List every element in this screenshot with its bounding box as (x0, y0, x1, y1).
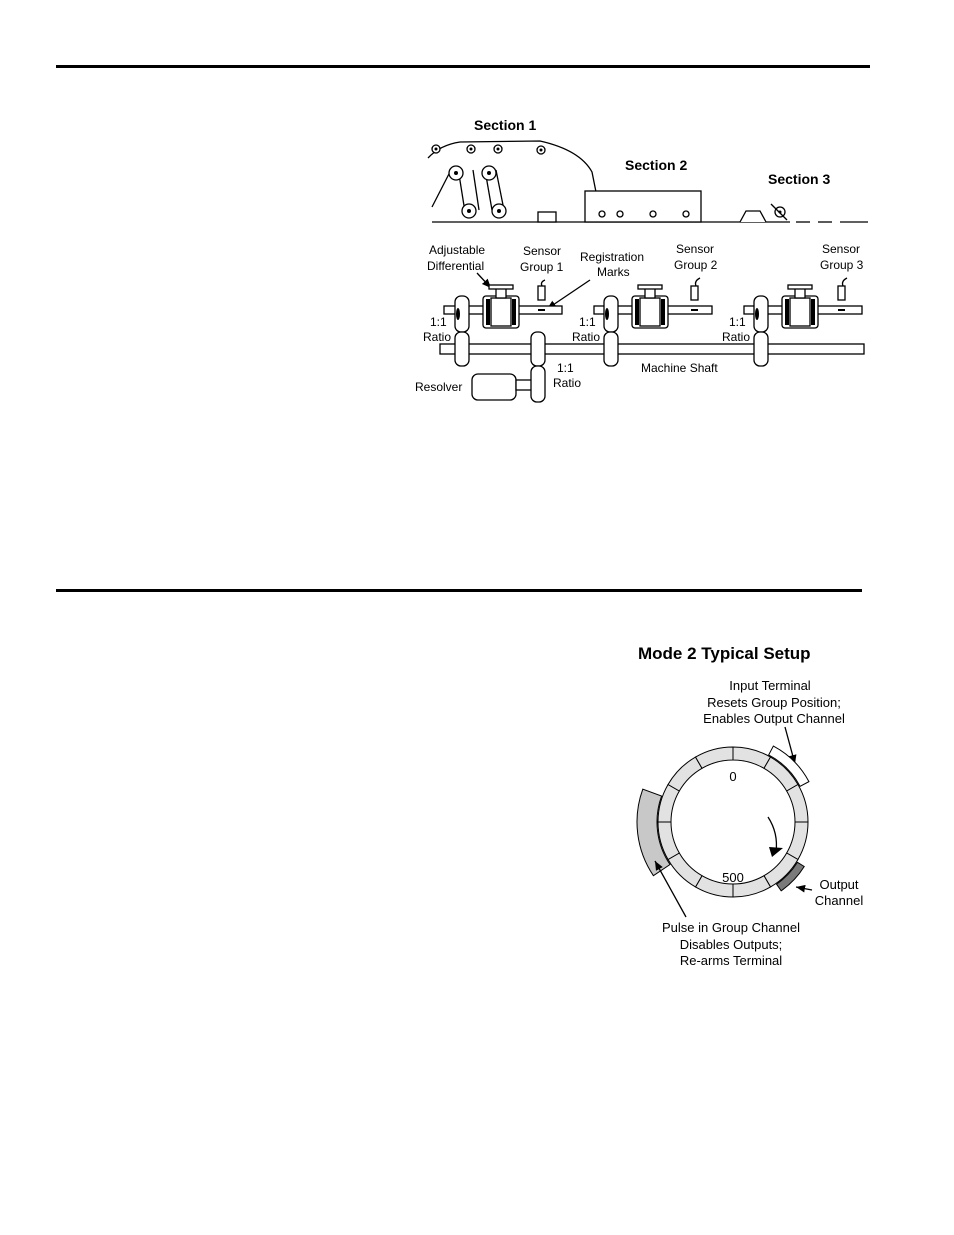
section-2-label: Section 2 (625, 157, 688, 173)
ratio-resolver-label-line1: 1:1 (557, 361, 574, 375)
resolver-label: Resolver (415, 380, 463, 394)
ring-segment (668, 757, 702, 791)
resolver (472, 366, 545, 402)
ring-segment (696, 747, 734, 768)
output-channel-label-line1: Output (819, 877, 859, 892)
ring-segment (733, 747, 771, 768)
machine-shaft (440, 344, 864, 354)
sensor-group-1-label-line2: Group 1 (520, 260, 564, 274)
ring-segment (787, 822, 808, 860)
differential-2 (632, 285, 668, 328)
ratio-1-label-line2: Ratio (423, 330, 452, 344)
section-1-web-path (428, 141, 596, 222)
machine-shaft-label: Machine Shaft (641, 361, 718, 375)
input-terminal-label-line1: Input Terminal (729, 678, 811, 693)
pulse-label-line3: Re-arms Terminal (679, 953, 783, 968)
sensor-group-2-label-line1: Sensor (676, 242, 715, 256)
section-2-box (585, 191, 701, 222)
position-500-label: 500 (722, 870, 744, 885)
output-channel-arrow (796, 887, 812, 890)
ring-segment (787, 785, 808, 823)
registration-marks-label-line1: Registration (580, 250, 645, 264)
ratio-1-label-line1: 1:1 (430, 315, 447, 329)
rotation-arrowhead (769, 847, 783, 857)
ratio-3-label-line2: Ratio (722, 330, 751, 344)
ratio-2-label-line1: 1:1 (579, 315, 596, 329)
ring-segment (658, 785, 679, 823)
position-zero-label: 0 (729, 769, 737, 784)
rotation-direction-arrow (768, 817, 776, 852)
sensor-group-3-label-line2: Group 3 (820, 258, 864, 272)
section-3-parts (740, 204, 787, 222)
adjustable-differential-label-line1: Adjustable (429, 243, 486, 257)
pulse-label-line2: Disables Outputs; (679, 937, 783, 952)
ratio-3-label-line1: 1:1 (729, 315, 746, 329)
section-1-label: Section 1 (474, 117, 537, 133)
registration-marks-label-line2: Marks (597, 265, 630, 279)
differential-3 (782, 285, 818, 328)
ratio-resolver-label-line2: Ratio (553, 376, 582, 390)
mode-2-title: Mode 2 Typical Setup (638, 644, 811, 663)
section-3-label: Section 3 (768, 171, 831, 187)
sensor-group-2-label-line2: Group 2 (674, 258, 718, 272)
sensor-group-3-label-line1: Sensor (822, 242, 861, 256)
ratio-2-label-line2: Ratio (572, 330, 601, 344)
adjustable-differential-label-line2: Differential (427, 259, 485, 273)
ring-segment (668, 853, 702, 887)
pulse-label-line1: Pulse in Group Channel (661, 920, 801, 935)
input-terminal-label-line3: Enables Output Channel (703, 711, 845, 726)
differential-1 (483, 285, 519, 328)
output-channel-label-line2: Channel (814, 893, 864, 908)
sensor-group-1-label-line1: Sensor (523, 244, 562, 258)
registration-marks-arrow (547, 280, 590, 309)
input-terminal-label-line2: Resets Group Position; (707, 695, 841, 710)
